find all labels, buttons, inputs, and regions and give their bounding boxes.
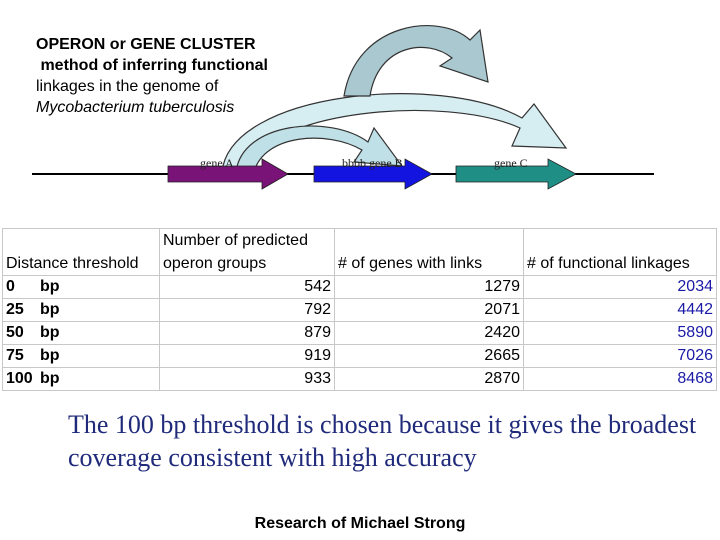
cell-threshold [3, 322, 160, 345]
table-row [3, 368, 717, 391]
title-line-1: OPERON or GENE CLUSTER [36, 36, 256, 53]
cell-functional-linkages: 7026 [524, 345, 717, 368]
cell-operon-groups: 792 [160, 299, 335, 322]
cell-functional-linkages: 5890 [524, 322, 717, 345]
cell-genes-with-links: 2870 [335, 368, 524, 391]
cell-genes-with-links: 2665 [335, 345, 524, 368]
header-operon-groups [160, 229, 335, 276]
threshold-value: 75 [6, 347, 24, 364]
threshold-unit: bp [40, 301, 60, 318]
threshold-value: 25 [6, 301, 24, 318]
header-genes-with-links: # of genes with links [335, 229, 524, 276]
cell-operon-groups: 542 [160, 276, 335, 299]
cell-genes-with-links: 2071 [335, 299, 524, 322]
gene-a-label: gene A [200, 156, 234, 170]
table-row [3, 345, 717, 368]
credit-text: Research of Michael Strong [254, 515, 466, 532]
threshold-value: 0 [6, 278, 15, 295]
threshold-unit: bp [40, 347, 60, 364]
table-row [3, 322, 717, 345]
header-functional-linkages: # of functional linkages [524, 229, 717, 276]
cell-functional-linkages: 8468 [524, 368, 717, 391]
cell-threshold [3, 368, 160, 391]
linkage-arc-b-c [344, 26, 488, 96]
gene-b-label: bbbb gene B [342, 156, 403, 170]
gene-c-label: gene C [494, 156, 528, 170]
cell-functional-linkages: 2034 [524, 276, 717, 299]
cell-threshold [3, 345, 160, 368]
conclusion-text: The 100 bp threshold is chosen because it gives the broadest coverage consistent with high accuracy [68, 410, 697, 472]
threshold-unit: bp [40, 324, 60, 341]
table-row [3, 276, 717, 299]
header-distance-threshold: Distance threshold [3, 229, 160, 276]
cell-threshold [3, 276, 160, 299]
cell-functional-linkages: 4442 [524, 299, 717, 322]
table-header-row [3, 229, 717, 276]
threshold-table [2, 228, 717, 391]
title-line-3: linkages in the genome of [36, 78, 219, 95]
cell-threshold [3, 299, 160, 322]
cell-operon-groups: 933 [160, 368, 335, 391]
threshold-value: 50 [6, 324, 24, 341]
table-row [3, 299, 717, 322]
slide-title [36, 34, 268, 118]
title-line-2: method of inferring functional [36, 57, 268, 74]
threshold-unit: bp [40, 278, 60, 295]
header-operon-groups-line1: Number of predicted [163, 232, 308, 249]
cell-operon-groups: 919 [160, 345, 335, 368]
cell-genes-with-links: 1279 [335, 276, 524, 299]
cell-genes-with-links: 2420 [335, 322, 524, 345]
threshold-value: 100 [6, 370, 33, 387]
header-operon-groups-line2: operon groups [163, 255, 267, 272]
threshold-unit: bp [40, 370, 60, 387]
cell-operon-groups: 879 [160, 322, 335, 345]
title-line-4: Mycobacterium tuberculosis [36, 99, 235, 116]
